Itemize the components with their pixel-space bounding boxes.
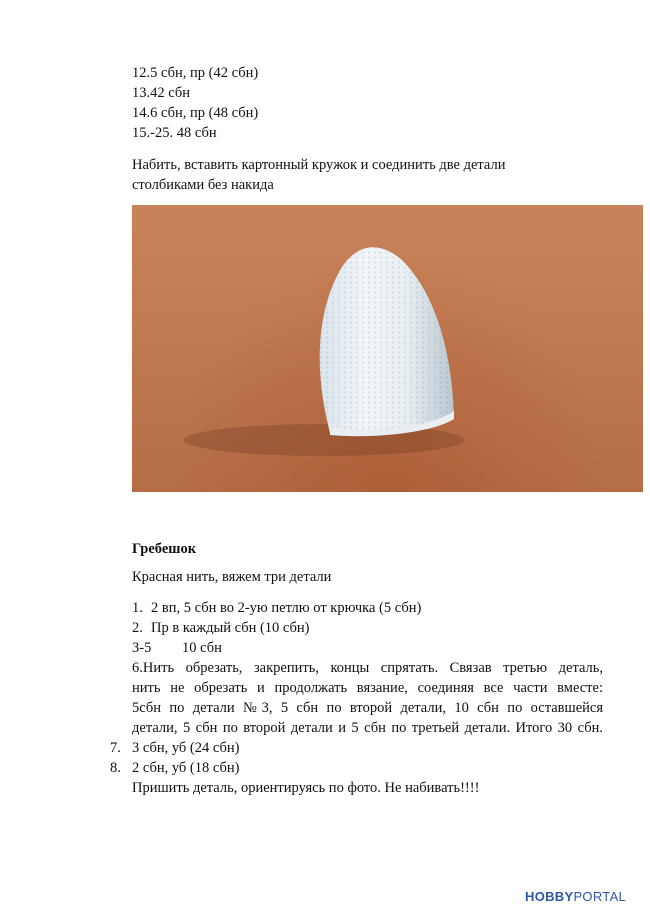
row-13: 13.42 сбн — [132, 85, 190, 101]
step-3-5-num: 3-5 — [132, 640, 152, 656]
instruction-line-2: столбиками без накида — [132, 177, 274, 193]
section-intro: Красная нить, вяжем три детали — [132, 569, 332, 585]
logo-portal: PORTAL — [573, 889, 627, 904]
instruction-line-1: Набить, вставить картонный кружок и соединить две детали — [132, 157, 506, 173]
step-8-num: 8. — [110, 760, 121, 776]
step-2-num: 2. — [132, 620, 143, 636]
step-2-text: Пр в каждый сбн (10 сбн) — [151, 620, 310, 636]
final-instruction: Пришить деталь, ориентируясь по фото. Не набивать!!!! — [132, 780, 480, 796]
step-6-line-3: 5сбн по детали №3, 5 сбн по второй детали, 10 сбн по оставшейся — [132, 700, 603, 716]
hobbyportal-logo — [525, 889, 626, 904]
row-15-25: 15.-25. 48 сбн — [132, 125, 217, 141]
hat-illustration — [132, 205, 643, 492]
step-7-text: 3 сбн, уб (24 сбн) — [132, 740, 240, 756]
logo-hobby: HOBBY — [525, 889, 574, 904]
step-3-5-text: 10 сбн — [182, 640, 222, 656]
step-1-text: 2 вп, 5 сбн во 2-ую петлю от крючка (5 сбн) — [151, 600, 422, 616]
section-heading: Гребешок — [132, 541, 197, 557]
step-6-line-1: 6.Нить обрезать, закрепить, концы спрятать. Связав третью деталь, — [132, 660, 603, 676]
row-14: 14.6 сбн, пр (48 сбн) — [132, 105, 259, 121]
step-1-num: 1. — [132, 600, 143, 616]
row-12: 12.5 сбн, пр (42 сбн) — [132, 65, 259, 81]
step-6-line-2: нить не обрезать и продолжать вязание, соединяя все части вместе: — [132, 680, 603, 696]
step-6-line-4: детали, 5 сбн по второй детали и 5 сбн по третьей детали. Итого 30 сбн. — [132, 720, 603, 736]
step-8-text: 2 сбн, уб (18 сбн) — [132, 760, 240, 776]
hat-photo — [132, 205, 643, 492]
step-7-num: 7. — [110, 740, 121, 756]
